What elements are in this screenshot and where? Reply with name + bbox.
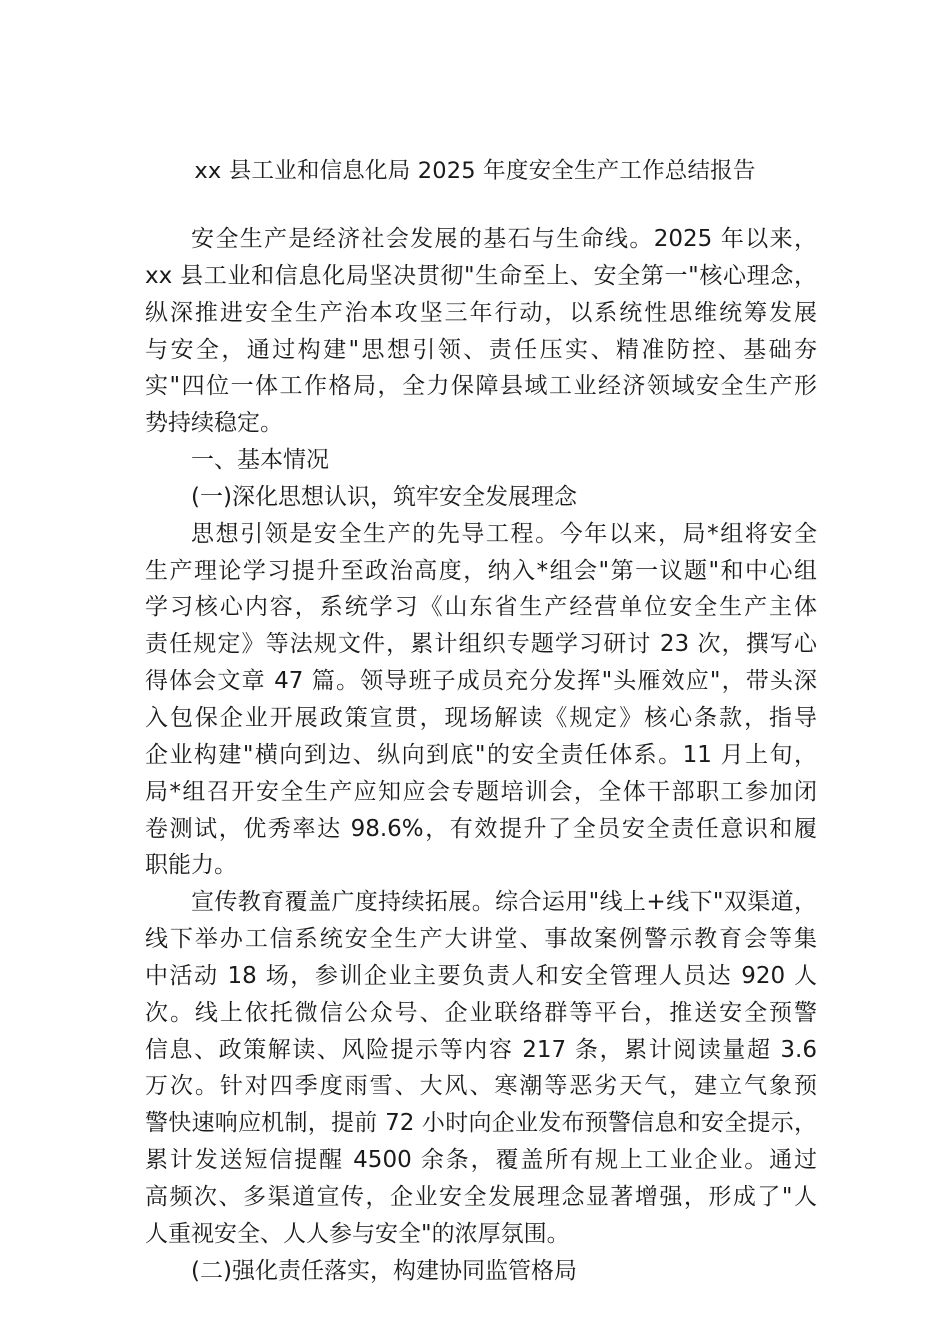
paragraph-line: 万次。针对四季度雨雪、大风、寒潮等恶劣天气，建立气象预 <box>145 1073 817 1100</box>
paragraph-line: 势持续稳定。 <box>145 410 283 437</box>
paragraph-line: 与安全，通过构建"思想引领、责任压实、精准防控、基础夯 <box>145 336 817 363</box>
document-body <box>145 221 817 1289</box>
paragraph-line: 思想引领是安全生产的先导工程。今年以来，局*组将安全 <box>191 520 817 547</box>
document-title: xx 县工业和信息化局 2025 年度安全生产工作总结报告 <box>194 158 756 184</box>
paragraph-line: xx 县工业和信息化局坚决贯彻"生命至上、安全第一"核心理念， <box>145 262 817 289</box>
paragraph-line: 宣传教育覆盖广度持续拓展。综合运用"线上+线下"双渠道， <box>191 889 817 916</box>
subsection-heading: (二)强化责任落实，构建协同监管格局 <box>191 1257 577 1284</box>
paragraph-line: 学习核心内容，系统学习《山东省生产经营单位安全生产主体 <box>145 594 817 621</box>
paragraph-line: 局*组召开安全生产应知应会专题培训会，全体干部职工参加闭 <box>145 778 817 805</box>
paragraph-line: 卷测试，优秀率达 98.6%，有效提升了全员安全责任意识和履 <box>145 815 817 842</box>
paragraph-line: 实"四位一体工作格局，全力保障县域工业经济领域安全生产形 <box>145 373 817 400</box>
paragraph-line: 线下举办工信系统安全生产大讲堂、事故案例警示教育会等集 <box>145 926 817 953</box>
paragraph-line: 中活动 18 场，参训企业主要负责人和安全管理人员达 920 人 <box>145 962 817 989</box>
paragraph-line: 警快速响应机制，提前 72 小时向企业发布预警信息和安全提示， <box>145 1110 817 1137</box>
paragraph-line: 累计发送短信提醒 4500 余条，覆盖所有规上工业企业。通过 <box>145 1147 817 1174</box>
paragraph-line: 得体会文章 47 篇。领导班子成员充分发挥"头雁效应"，带头深 <box>145 668 817 695</box>
paragraph-line: 纵深推进安全生产治本攻坚三年行动，以系统性思维统筹发展 <box>145 299 817 326</box>
paragraph-line: 企业构建"横向到边、纵向到底"的安全责任体系。11 月上旬， <box>145 741 817 768</box>
section-heading: 一、基本情况 <box>191 447 329 474</box>
paragraph-line: 高频次、多渠道宣传，企业安全发展理念显著增强，形成了"人 <box>145 1183 817 1210</box>
paragraph-line: 人重视安全、人人参与安全"的浓厚氛围。 <box>145 1220 570 1247</box>
paragraph-line: 安全生产是经济社会发展的基石与生命线。2025 年以来， <box>191 226 817 252</box>
paragraph-line: 职能力。 <box>145 852 237 879</box>
paragraph-line: 入包保企业开展政策宣贯，现场解读《规定》核心条款，指导 <box>145 704 817 731</box>
paragraph-line: 信息、政策解读、风险提示等内容 217 条，累计阅读量超 3.6 <box>145 1036 817 1063</box>
subsection-heading: (一)深化思想认识，筑牢安全发展理念 <box>191 483 577 510</box>
paragraph-line: 责任规定》等法规文件，累计组织专题学习研讨 23 次，撰写心 <box>145 631 817 658</box>
paragraph-line: 次。线上依托微信公众号、企业联络群等平台，推送安全预警 <box>145 999 817 1026</box>
paragraph-line: 生产理论学习提升至政治高度，纳入*组会"第一议题"和中心组 <box>145 557 817 584</box>
